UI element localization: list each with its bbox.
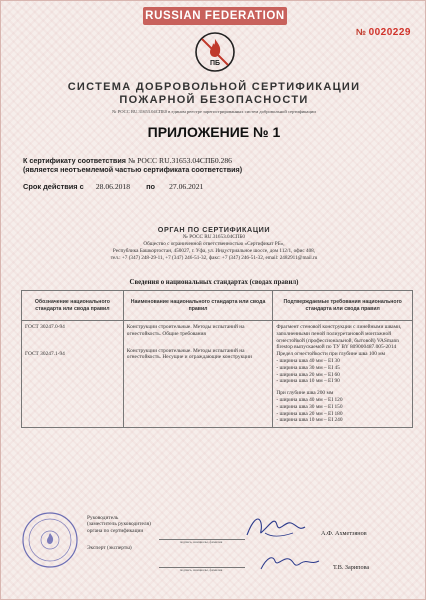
expert-signature-caption: подпись, инициалы, фамилия (179, 568, 223, 572)
expert-name: Т.В. Зарипова (333, 564, 370, 571)
serial-prefix: № (356, 27, 367, 37)
requirement-line: - ширина шва 20 мм – EI 60 (276, 371, 340, 378)
requirement-line: - ширина шва 40 мм – EI 30 (276, 357, 340, 364)
validity-label: Срок действия с (23, 182, 84, 191)
organ-code: № РОСС RU.31653.04СПБ0 (183, 234, 245, 240)
head-signature-caption: подпись, инициалы, фамилия (179, 540, 223, 544)
requirement-line: - ширина шва 10 мм – EI 240 (276, 417, 343, 424)
signature-block (21, 511, 413, 591)
organ-title: ОРГАН ПО СЕРТИФИКАЦИИ (157, 225, 271, 234)
requirement-line: Фрагмент стеновой конструкции с линейными швами, заполненными пеной полиуретановой монтажной огнестойкой (профессиональной, бытовой) VASmann firestop выпускаемой по ТУ BY 809000487.005-2014 (276, 324, 402, 351)
header-requirements: Подтверждаемые требования национального стандарта или свода правил (273, 291, 413, 321)
country-banner: RUSSIAN FEDERATION (143, 7, 287, 25)
system-title-line-1: СИСТЕМА ДОБРОВОЛЬНОЙ СЕРТИФИКАЦИИ (67, 81, 361, 93)
requirement-line: Предел огнестойкости при глубине шва 100 мм (276, 351, 386, 358)
head-label (87, 515, 151, 534)
standards-names-cell (123, 321, 273, 428)
organ-address: Республика Башкортостан, 450027, г. Уфа, ул. Индустриальное шоссе, дом 112/1, офис 408, (112, 248, 316, 254)
standard-code: ГОСТ 30247.1-94 (25, 350, 65, 357)
head-signature-icon (241, 511, 311, 543)
requirement-line: При глубине шва 200 мм (276, 390, 334, 397)
validity-from: 28.06.2018 (95, 182, 130, 191)
requirement-line: - ширина шва 30 мм – EI 45 (276, 364, 340, 371)
standards-title: Сведения о национальных стандартах (сводах правил) (129, 279, 299, 286)
requirement-line: - ширина шва 20 мм – EI 180 (276, 410, 343, 417)
serial-value: 0020229 (368, 27, 411, 38)
organ-contacts: тел.: +7 (347) 248-29-11, +7 (347) 246-51-32, факс: +7 (347) 246-51-32, email: 2482911@mail.ru (110, 255, 318, 261)
standard-name: Конструкции строительные. Методы испытаний на огнестойкость. Общие требования (126, 324, 245, 337)
standards-codes-cell (22, 321, 124, 428)
standards-table (21, 290, 413, 428)
requirements-cell (273, 321, 413, 428)
expert-signature-icon (257, 551, 327, 575)
organ-name: Общество с ограниченной ответственностью «Сертификат РБ», (143, 241, 285, 247)
fire-safety-emblem-icon (194, 31, 236, 73)
requirement-line: - ширина шва 40 мм – EI 120 (276, 396, 343, 403)
cert-ref-number: № РОСС RU.31653.04СПБ0.286 (127, 156, 232, 165)
header-code: Обозначение национального стандарта или свода правил (22, 291, 124, 321)
requirement-line: - ширина шва 30 мм – EI 150 (276, 403, 343, 410)
system-title-line-2: ПОЖАРНОЙ БЕЗОПАСНОСТИ (119, 94, 309, 106)
head-label-line: Руководитель (87, 515, 119, 521)
certificate-reference (23, 156, 413, 174)
cert-ref-suffix: (является неотъемлемой частью сертификата соответствия) (23, 165, 243, 174)
emblem-label: ПБ (209, 60, 221, 67)
validity-to: 27.06.2021 (169, 182, 204, 191)
standards-header-row (22, 291, 413, 321)
requirement-line: - ширина шва 10 мм – EI 90 (276, 378, 340, 385)
standard-code: ГОСТ 30247.0-94 (25, 324, 65, 330)
serial-number (356, 27, 411, 38)
cert-ref-prefix: К сертификату соответствия (23, 156, 126, 165)
certification-body (1, 225, 426, 262)
table-row (22, 321, 413, 428)
certification-stamp-icon (21, 511, 79, 569)
header-name: Наименование национального стандарта или свода правил (123, 291, 273, 321)
expert-label: Эксперт (эксперты) (87, 545, 132, 551)
standard-name: Конструкции строительные. Методы испытаний на огнестойкость. Несущие и ограждающие конструкции (126, 347, 252, 361)
registry-line: № РОСС RU.31653.04СПБ0 в едином реестре зарегистрированных систем добровольной сертификации (112, 109, 316, 114)
head-name: А.Ф. Ахметзянов (321, 530, 367, 537)
head-label-line: органа по сертификации (87, 527, 144, 534)
validity-period (23, 182, 413, 191)
annex-title: ПРИЛОЖЕНИЕ № 1 (147, 124, 281, 140)
head-label-line: (заместитель руководителя) (87, 521, 151, 528)
validity-to-label: по (146, 182, 156, 191)
